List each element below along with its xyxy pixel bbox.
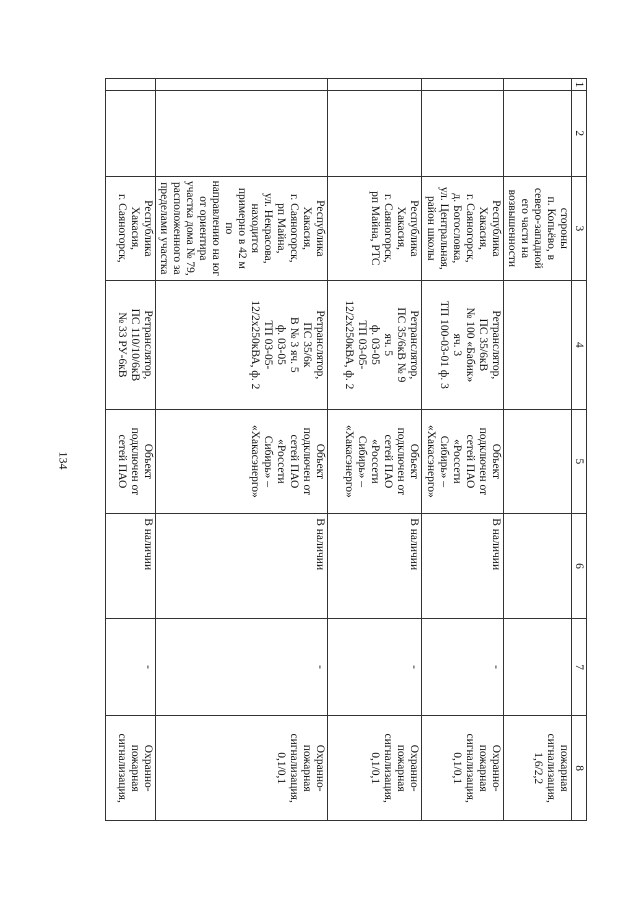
table-cell: [156, 90, 328, 176]
table-cell: пожарная сигнализация, 1,6/2,2: [504, 716, 572, 821]
table-cell: [504, 618, 572, 716]
column-header: 5: [572, 409, 587, 514]
table-row: [504, 79, 572, 821]
table-cell: Республика Хакасия, г. Саяногорск, д. Богословка, ул. Центральная, район школы: [422, 176, 504, 281]
column-header: 7: [572, 618, 587, 716]
table-cell: Объект подключен от сетей ПАО: [106, 409, 156, 514]
table-row: [328, 79, 422, 821]
table-cell: В наличии: [328, 514, 422, 619]
table-cell: Охранно- пожарная сигнализация,: [106, 716, 156, 821]
table-cell: стороны п. Копьёво, в северо-западной его части на возвышенности: [504, 176, 572, 281]
column-header: 4: [572, 281, 587, 409]
table-cell: Ретранслятор, ПС 35/6кВ № 100 «Бабик» яч. 3 ТП 100-03-01 ф. 3: [422, 281, 504, 409]
column-header: 6: [572, 514, 587, 619]
table-cell: -: [106, 618, 156, 716]
table-cell: [156, 79, 328, 91]
column-header: 1: [572, 79, 587, 91]
table-cell: [504, 514, 572, 619]
rotated-table-container: [111, 78, 587, 821]
table-cell: В наличии: [422, 514, 504, 619]
column-header: 8: [572, 716, 587, 821]
table-cell: Объект подключен от сетей ПАО «Россети Сибирь» – «Хакасэнерго»: [156, 409, 328, 514]
table-cell: [328, 79, 422, 91]
column-header: 2: [572, 90, 587, 176]
table-cell: Республика Хакасия, г. Саяногорск,: [106, 176, 156, 281]
table-cell: Объект подключен от сетей ПАО «Россети Сибирь» – «Хакасэнерго»: [328, 409, 422, 514]
table-cell: [504, 79, 572, 91]
column-header: 3: [572, 176, 587, 281]
facilities-table: [105, 78, 587, 821]
table-cell: -: [422, 618, 504, 716]
table-cell: [328, 90, 422, 176]
table-cell: [106, 79, 156, 91]
table-cell: Ретранслятор, ПС 35/6к В № 3 яч. 5 ф. 03-05 ТП 03-05- 12/2х250кВА, ф. 2: [156, 281, 328, 409]
table-cell: [422, 79, 504, 91]
table-cell: Республика Хакасия, г. Саяногорск, рп Майна, РТС: [328, 176, 422, 281]
table-cell: Республика Хакасия, г. Саяногорск, рп Майна, ул. Некрасова, находится примерно в 42 м по направлению на юг от ориентира участка дома № 79, расположенного за пределами участка: [156, 176, 328, 281]
table-cell: Объект подключен от сетей ПАО «Россети Сибирь» – «Хакасэнерго»: [422, 409, 504, 514]
table-cell: Охранно- пожарная сигнализация, 0,1/0,1: [156, 716, 328, 821]
page-number: 134: [56, 451, 71, 470]
table-row: [156, 79, 328, 821]
table-row: [106, 79, 156, 821]
table-cell: Охранно- пожарная сигнализация, 0,1/0,1: [328, 716, 422, 821]
table-cell: Ретранслятор, ПС 35/6кВ № 9 яч. 5 ф. 03-05 ТП 03-05- 12/2х250кВА, ф. 2: [328, 281, 422, 409]
table-row: [422, 79, 504, 821]
table-cell: Охранно- пожарная сигнализация, 0,1/0,1: [422, 716, 504, 821]
table-cell: [504, 90, 572, 176]
table-cell: В наличии: [106, 514, 156, 619]
table-cell: [504, 409, 572, 514]
table-cell: -: [156, 618, 328, 716]
table-cell: [106, 90, 156, 176]
header-row: [572, 79, 587, 821]
table-cell: [504, 281, 572, 409]
table-cell: В наличии: [156, 514, 328, 619]
table-cell: [422, 90, 504, 176]
table-cell: Ретранслятор, ПС 110/10/6кВ № 33 РУ-6кВ: [106, 281, 156, 409]
table-cell: -: [328, 618, 422, 716]
